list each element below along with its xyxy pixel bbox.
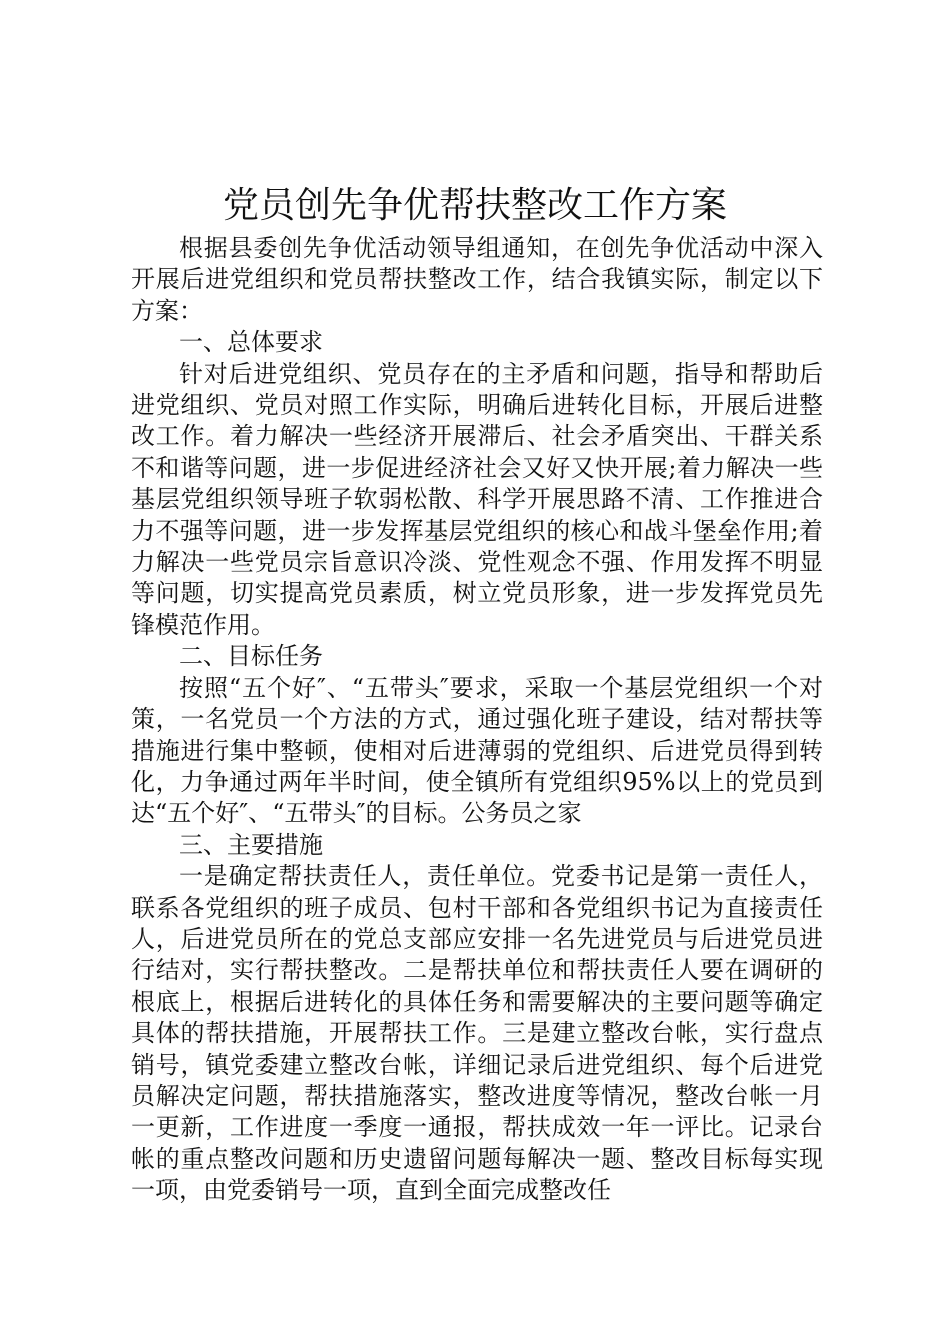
intro-paragraph: 根据县委创先争优活动领导组通知，在创先争优活动中深入开展后进党组织和党员帮扶整改工作，结合我镇实际，制定以下方案： [131, 234, 823, 325]
measures-paragraph: 一是确定帮扶责任人，责任单位。党委书记是第一责任人，联系各党组织的班子成员、包村干部和各党组织书记为直接责任人，后进党员所在的党总支部应安排一名先进党员与后进党员进行结对，实行帮扶整改。二是帮扶单位和帮扶责任人要在调研的根底上，根据后进转化的具体任务和需要解决的主要问题等确定具体的帮扶措施，开展帮扶工作。三是建立整改台帐，实行盘点销号，镇党委建立整改台帐，详细记录后进党组织、每个后进党员解决定问题，帮扶措施落实，整改进度等情况，整改台帐一月一更新，工作进度一季度一通报，帮扶成效一年一评比。记录台帐的重点整改问题和历史遗留问题每解决一题、整改目标每实现一项，由党委销号一项，直到全面完成整改任 [131, 862, 823, 1205]
section-heading-general-requirements: 一、总体要求 [179, 328, 323, 357]
document-title: 党员创先争优帮扶整改工作方案 [222, 185, 727, 226]
targets-paragraph: 按照“五个好″、“五带头″要求，采取一个基层党组织一个对策，一名党员一个方法的方式，通过强化班子建设，结对帮扶等措施进行集中整顿，使相对后进薄弱的党组织、后进党员得到转化，力争通过两年半时间，使全镇所有党组织95%以上的党员到达“五个好″、“五带头″的目标。公务员之家 [131, 673, 823, 828]
document-body [131, 233, 823, 1207]
section-heading-targets: 二、目标任务 [179, 642, 323, 671]
section-heading-measures: 三、主要措施 [179, 830, 323, 859]
general-requirements-paragraph: 针对后进党组织、党员存在的主矛盾和问题，指导和帮助后进党组织、党员对照工作实际，明确后进转化目标，开展后进整改工作。着力解决一些经济开展滞后、社会矛盾突出、干群关系不和谐等问题，进一步促进经济社会又好又快开展;着力解决一些基层党组织领导班子软弱松散、科学开展思路不清、工作推进合力不强等问题，进一步发挥基层党组织的核心和战斗堡垒作用;着力解决一些党员宗旨意识冷淡、党性观念不强、作用发挥不明显等问题，切实提高党员素质，树立党员形象，进一步发挥党员先锋模范作用。 [131, 359, 823, 639]
